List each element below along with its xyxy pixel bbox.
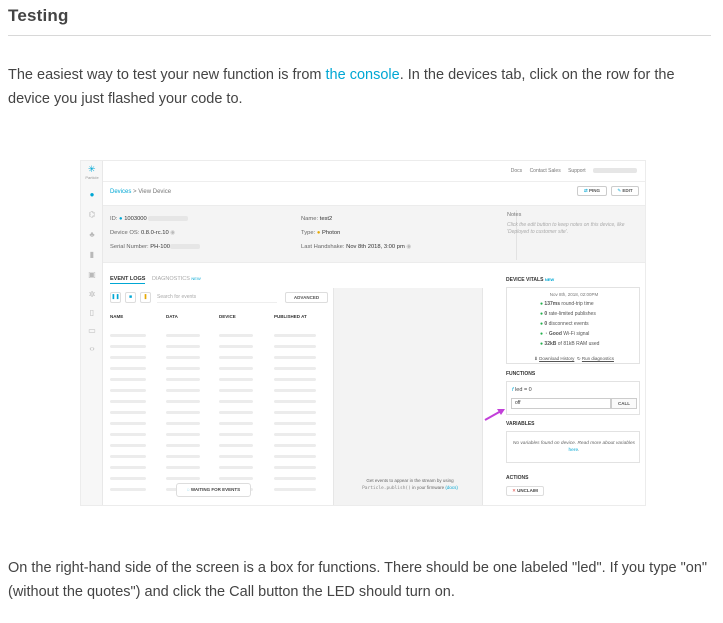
vital-wifi: ● ◔ Good Wi-Fi signal bbox=[540, 331, 590, 337]
placeholder-cell bbox=[219, 356, 253, 359]
docs-link-inline[interactable]: (docs) bbox=[445, 485, 458, 490]
vital-ram: ● 32kB of 81kB RAM used bbox=[540, 341, 600, 347]
placeholder-cell bbox=[110, 334, 146, 337]
placeholder-cell bbox=[219, 455, 253, 458]
placeholder-cell bbox=[166, 389, 200, 392]
event-stream-panel bbox=[333, 288, 483, 506]
placeholder-cell bbox=[274, 345, 316, 348]
breadcrumb-separator: > bbox=[133, 189, 137, 195]
placeholder-cell bbox=[110, 389, 146, 392]
placeholder-cell bbox=[166, 422, 200, 425]
placeholder-cell bbox=[274, 389, 316, 392]
col-published-at: PUBLISHED AT bbox=[274, 314, 307, 319]
variables-here-link[interactable]: here bbox=[568, 448, 579, 453]
intro-text-start: The easiest way to test your new function is from bbox=[8, 67, 326, 83]
col-data: DATA bbox=[166, 314, 178, 319]
placeholder-cell bbox=[110, 356, 146, 359]
user-menu[interactable] bbox=[593, 168, 637, 173]
intro-text-end: . In the devices tab, click on the row for the device you just flashed your code to. bbox=[8, 67, 675, 107]
placeholder-cell bbox=[166, 466, 200, 469]
placeholder-cell bbox=[274, 433, 316, 436]
tab-event-logs[interactable]: EVENT LOGS bbox=[110, 276, 146, 282]
device-os: Device OS: 0.8.0-rc.10 ◉ bbox=[110, 230, 176, 236]
placeholder-cell bbox=[166, 334, 200, 337]
mesh-nav-icon[interactable]: ✲ bbox=[88, 290, 96, 299]
placeholder-cell bbox=[274, 477, 316, 480]
ping-icon: ⇄ bbox=[583, 188, 588, 193]
vital-disconnects: ● 0 disconnect events bbox=[540, 321, 589, 327]
console-link[interactable]: the console bbox=[325, 67, 400, 83]
device-info-panel bbox=[103, 205, 645, 263]
new-badge: NEW bbox=[191, 276, 201, 281]
notes-title: Notes bbox=[507, 212, 522, 218]
placeholder-cell bbox=[166, 367, 200, 370]
placeholder-cell bbox=[274, 334, 316, 337]
placeholder-cell bbox=[274, 444, 316, 447]
placeholder-cell bbox=[219, 433, 253, 436]
top-bar bbox=[103, 161, 645, 182]
code-nav-icon[interactable]: ‹› bbox=[89, 344, 95, 353]
event-table bbox=[103, 308, 332, 506]
placeholder-cell bbox=[219, 477, 253, 480]
edit-button[interactable]: ✎ EDIT bbox=[611, 186, 639, 196]
placeholder-cell bbox=[274, 422, 316, 425]
breadcrumb-devices[interactable]: Devices bbox=[110, 189, 132, 195]
unclaim-button[interactable]: ✕ UNCLAIM bbox=[506, 486, 544, 496]
placeholder-cell bbox=[274, 400, 316, 403]
variables-message: No variables found on device. Read more about variables here. bbox=[512, 441, 636, 453]
placeholder-cell bbox=[110, 400, 146, 403]
devices-nav-icon[interactable]: ● bbox=[89, 190, 95, 199]
title-divider bbox=[8, 35, 711, 36]
stop-icon[interactable]: ■ bbox=[125, 292, 136, 303]
placeholder-cell bbox=[166, 378, 200, 381]
run-diagnostics-link[interactable]: Run diagnostics bbox=[581, 356, 614, 361]
spinner-icon: ◌ bbox=[186, 487, 190, 492]
placeholder-cell bbox=[110, 411, 146, 414]
placeholder-cell bbox=[110, 466, 146, 469]
pointer-arrow-icon bbox=[484, 407, 506, 421]
placeholder-cell bbox=[166, 411, 200, 414]
device-id: ID: ● 1003000 bbox=[110, 216, 188, 222]
vital-rate-limited: ● 0 rate-limited publishes bbox=[540, 311, 596, 317]
col-name: NAME bbox=[110, 314, 124, 319]
actions-title: ACTIONS bbox=[506, 475, 529, 481]
download-icon: ⬇ bbox=[534, 356, 538, 361]
pencil-icon: ✎ bbox=[617, 188, 622, 193]
call-button[interactable]: CALL bbox=[611, 398, 637, 409]
vitals-box bbox=[506, 287, 640, 364]
col-device: DEVICE bbox=[219, 314, 236, 319]
placeholder-cell bbox=[110, 455, 146, 458]
placeholder-cell bbox=[274, 411, 316, 414]
placeholder-cell bbox=[274, 367, 316, 370]
page-title: Testing bbox=[8, 6, 69, 25]
side-rail bbox=[81, 161, 103, 506]
placeholder-cell bbox=[166, 345, 200, 348]
placeholder-cell bbox=[110, 422, 146, 425]
placeholder-cell bbox=[219, 411, 253, 414]
terminal-nav-icon[interactable]: ▣ bbox=[88, 270, 96, 279]
placeholder-cell bbox=[274, 488, 316, 491]
functions-paragraph: On the right-hand side of the screen is a box for functions. There should be one labeled "led". If you type "on" (without the quotes") and click the Call button the LED should turn on. bbox=[8, 560, 708, 600]
placeholder-cell bbox=[110, 444, 146, 447]
variables-title: VARIABLES bbox=[506, 421, 535, 427]
placeholder-cell bbox=[166, 455, 200, 458]
ping-button[interactable]: ⇄ PING bbox=[577, 186, 607, 196]
placeholder-cell bbox=[219, 345, 253, 348]
top-links bbox=[505, 168, 637, 174]
function-signature: f led = 0 bbox=[512, 387, 532, 393]
function-box bbox=[506, 381, 640, 415]
serial-number: Serial Number: PH-100 bbox=[110, 244, 200, 250]
device-name: Name: test2 bbox=[301, 216, 333, 222]
event-search-input[interactable]: Search for events bbox=[157, 292, 277, 303]
intro-paragraph bbox=[8, 63, 713, 111]
placeholder-cell bbox=[219, 444, 253, 447]
placeholder-cell bbox=[219, 400, 253, 403]
contact-sales-link[interactable]: Contact Sales bbox=[529, 168, 561, 174]
battery-nav-icon[interactable]: ▮ bbox=[89, 250, 95, 259]
billing-nav-icon[interactable]: ▭ bbox=[88, 326, 96, 335]
placeholder-cell bbox=[274, 455, 316, 458]
placeholder-cell bbox=[166, 400, 200, 403]
placeholder-cell bbox=[219, 367, 253, 370]
placeholder-cell bbox=[166, 433, 200, 436]
placeholder-cell bbox=[274, 356, 316, 359]
vitals-title: DEVICE VITALS NEW bbox=[506, 277, 555, 283]
docs-link[interactable]: Docs bbox=[510, 168, 523, 174]
close-icon: ✕ bbox=[512, 488, 516, 493]
placeholder-cell bbox=[274, 378, 316, 381]
placeholder-cell bbox=[166, 477, 200, 480]
play-icon[interactable]: ❚❚ bbox=[110, 292, 121, 303]
log-tabs bbox=[110, 276, 201, 282]
products-nav-icon[interactable]: ⌬ bbox=[88, 210, 96, 219]
placeholder-cell bbox=[219, 422, 253, 425]
placeholder-cell bbox=[219, 466, 253, 469]
event-toolbar bbox=[110, 292, 328, 306]
function-icon: f bbox=[512, 387, 514, 393]
placeholder-cell bbox=[110, 345, 146, 348]
functions-title: FUNCTIONS bbox=[506, 371, 536, 377]
placeholder-cell bbox=[219, 334, 253, 337]
pause-icon[interactable]: ❚ bbox=[140, 292, 151, 303]
logo-text: Particle bbox=[85, 175, 99, 180]
publish-code: Particle.publish() bbox=[362, 486, 411, 491]
breadcrumb-current: View Device bbox=[138, 189, 172, 195]
placeholder-cell bbox=[110, 433, 146, 436]
breadcrumb bbox=[110, 189, 171, 195]
placeholder-cell bbox=[219, 389, 253, 392]
particle-logo-icon: ✳ bbox=[88, 164, 96, 174]
notes-body: Click the edit button to keep notes on this device, like 'Deployed to customer site'. bbox=[507, 222, 625, 235]
vitals-links bbox=[507, 356, 641, 362]
device-type: Type: ● Photon bbox=[301, 230, 341, 236]
sim-nav-icon[interactable]: ▯ bbox=[89, 308, 95, 317]
run-icon: ↻ bbox=[576, 356, 581, 361]
stream-hint: Get events to appear in the stream by using Particle.publish() in your firmware (docs) bbox=[362, 478, 458, 491]
placeholder-cell bbox=[110, 488, 146, 491]
tab-diagnostics[interactable]: DIAGNOSTICS NEW bbox=[151, 276, 201, 282]
function-argument-input[interactable]: off bbox=[511, 398, 611, 409]
vital-rtt: ● 137ms round-trip time bbox=[540, 301, 594, 307]
console-screenshot bbox=[80, 160, 646, 506]
placeholder-cell bbox=[110, 477, 146, 480]
placeholder-cell bbox=[166, 356, 200, 359]
variables-box bbox=[506, 431, 640, 463]
waiting-for-events: ◌ WAITING FOR EVENTS bbox=[176, 483, 251, 497]
users-nav-icon[interactable]: ♣ bbox=[89, 230, 95, 239]
support-link[interactable]: Support bbox=[568, 168, 586, 174]
advanced-button[interactable]: ADVANCED bbox=[285, 292, 328, 303]
placeholder-cell bbox=[110, 378, 146, 381]
placeholder-cell bbox=[110, 367, 146, 370]
placeholder-cell bbox=[219, 378, 253, 381]
download-history-link[interactable]: Download History bbox=[539, 356, 575, 361]
placeholder-cell bbox=[274, 466, 316, 469]
last-handshake: Last Handshake: Nov 8th 2018, 3:00 pm ◉ bbox=[301, 244, 412, 250]
notes-box bbox=[507, 212, 646, 236]
placeholder-cell bbox=[166, 444, 200, 447]
vitals-date: Nov 8th, 2018, 02:00PM bbox=[549, 292, 599, 297]
